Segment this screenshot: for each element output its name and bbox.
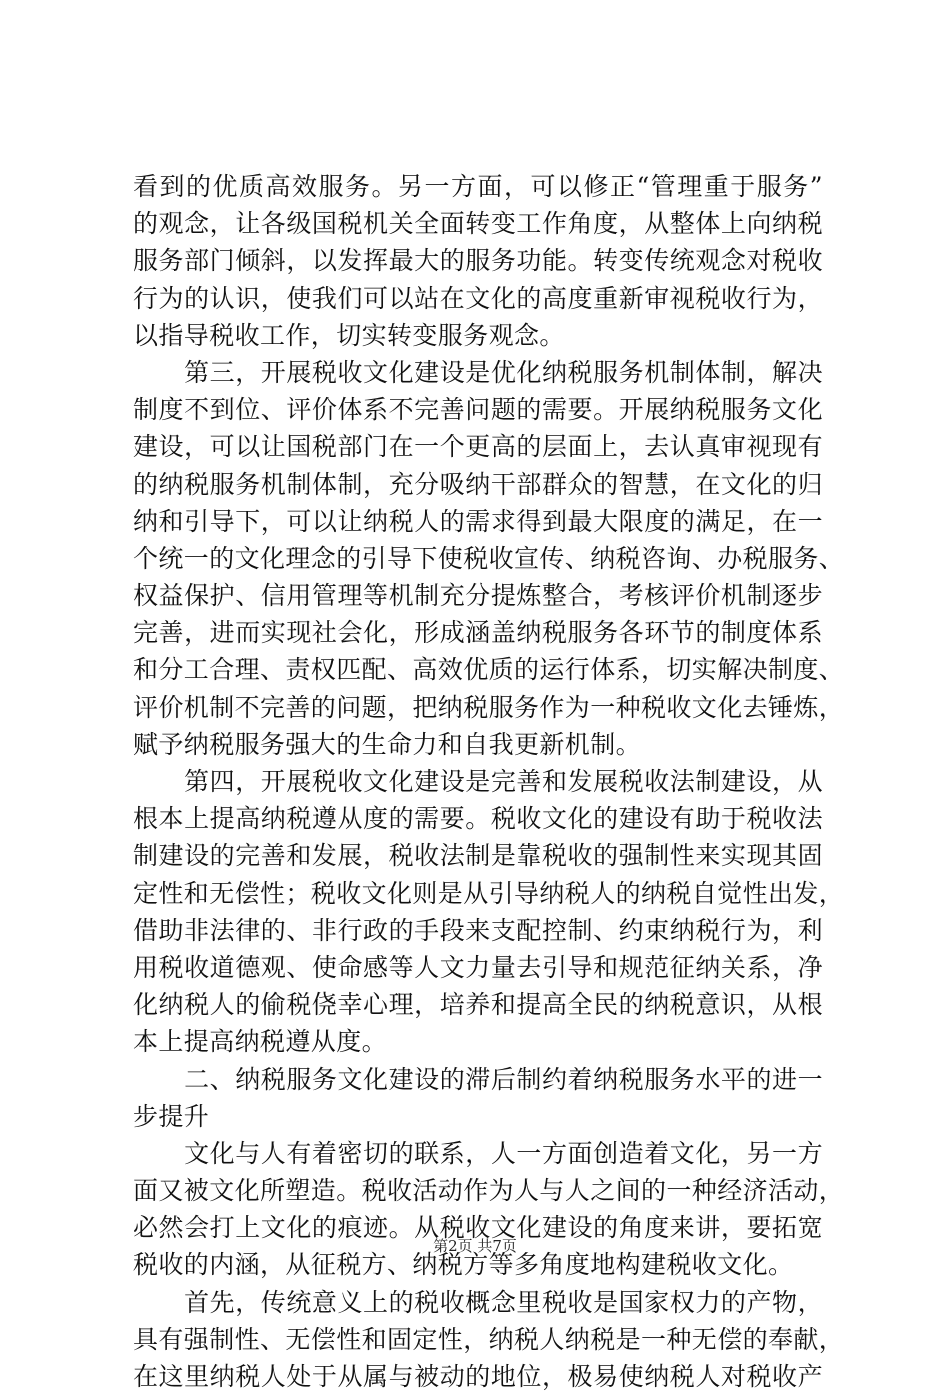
text-line: 第四，开展税收文化建设是完善和发展税收法制建设，从 bbox=[133, 767, 823, 796]
text-line: 的纳税服务机制体制，充分吸纳干部群众的智慧，在文化的归 bbox=[133, 469, 823, 499]
text-line: 看到的优质高效服务。另一方面，可以修正“管理重于服务” bbox=[133, 172, 823, 201]
document-body bbox=[133, 168, 845, 1395]
text-line: 以指导税收工作，切实转变服务观念。 bbox=[133, 320, 565, 350]
text-line: 第三，开展税收文化建设是优化纳税服务机制体制，解决 bbox=[133, 357, 823, 387]
text-line: 步提升 bbox=[133, 1101, 210, 1131]
text-line: 个统一的文化理念的引导下使税收宣传、纳税咨询、办税服务、 bbox=[133, 543, 845, 573]
text-line: 借助非法律的、非行政的手段来支配控制、约束纳税行为，利 bbox=[133, 915, 823, 945]
text-line: 建设，可以让国税部门在一个更高的层面上，去认真审视现有 bbox=[133, 432, 823, 462]
text-line: 的观念，让各级国税机关全面转变工作角度，从整体上向纳税 bbox=[133, 209, 823, 239]
text-line: 面又被文化所塑造。税收活动作为人与人之间的一种经济活动， bbox=[133, 1176, 845, 1206]
text-line: 纳和引导下，可以让纳税人的需求得到最大限度的满足，在一 bbox=[133, 506, 823, 536]
text-line: 权益保护、信用管理等机制充分提炼整合，考核评价机制逐步 bbox=[133, 581, 823, 611]
text-line: 必然会打上文化的痕迹。从税收文化建设的角度来讲，要拓宽 bbox=[133, 1213, 823, 1243]
text-line: 在这里纳税人处于从属与被动的地位，极易使纳税人对税收产 bbox=[133, 1362, 823, 1391]
text-line: 赋予纳税服务强大的生命力和自我更新机制。 bbox=[133, 729, 642, 759]
text-line: 具有强制性、无偿性和固定性，纳税人纳税是一种无偿的奉献， bbox=[133, 1324, 845, 1354]
text-line: 完善，进而实现社会化，形成涵盖纳税服务各环节的制度体系 bbox=[133, 618, 823, 648]
text-line: 税收的内涵，从征税方、纳税方等多角度地构建税收文化。 bbox=[133, 1250, 794, 1280]
text-line: 定性和无偿性；税收文化则是从引导纳税人的纳税自觉性出发， bbox=[133, 878, 845, 908]
text-line: 二、纳税服务文化建设的滞后制约着纳税服务水平的进一 bbox=[133, 1064, 823, 1094]
text-line: 文化与人有着密切的联系，人一方面创造着文化，另一方 bbox=[133, 1138, 823, 1168]
text-line: 用税收道德观、使命感等人文力量去引导和规范征纳关系，净 bbox=[133, 952, 823, 982]
text-line: 服务部门倾斜，以发挥最大的服务功能。转变传统观念对税收 bbox=[133, 246, 823, 276]
text-line: 制建设的完善和发展，税收法制是靠税收的强制性来实现其固 bbox=[133, 841, 823, 871]
text-line: 本上提高纳税遵从度。 bbox=[133, 1027, 388, 1057]
text-line: 评价机制不完善的问题，把纳税服务作为一种税收文化去锤炼， bbox=[133, 692, 845, 722]
page-footer: 第2页 共7页 bbox=[433, 1237, 517, 1255]
text-line: 制度不到位、评价体系不完善问题的需要。开展纳税服务文化 bbox=[133, 395, 823, 425]
text-line: 化纳税人的偷税侥幸心理，培养和提高全民的纳税意识，从根 bbox=[133, 990, 823, 1020]
text-line: 和分工合理、责权匹配、高效优质的运行体系，切实解决制度、 bbox=[133, 655, 845, 685]
text-line: 根本上提高纳税遵从度的需要。税收文化的建设有助于税收法 bbox=[133, 804, 823, 834]
text-line: 行为的认识，使我们可以站在文化的高度重新审视税收行为， bbox=[133, 283, 823, 313]
text-line: 首先，传统意义上的税收概念里税收是国家权力的产物， bbox=[133, 1287, 823, 1317]
